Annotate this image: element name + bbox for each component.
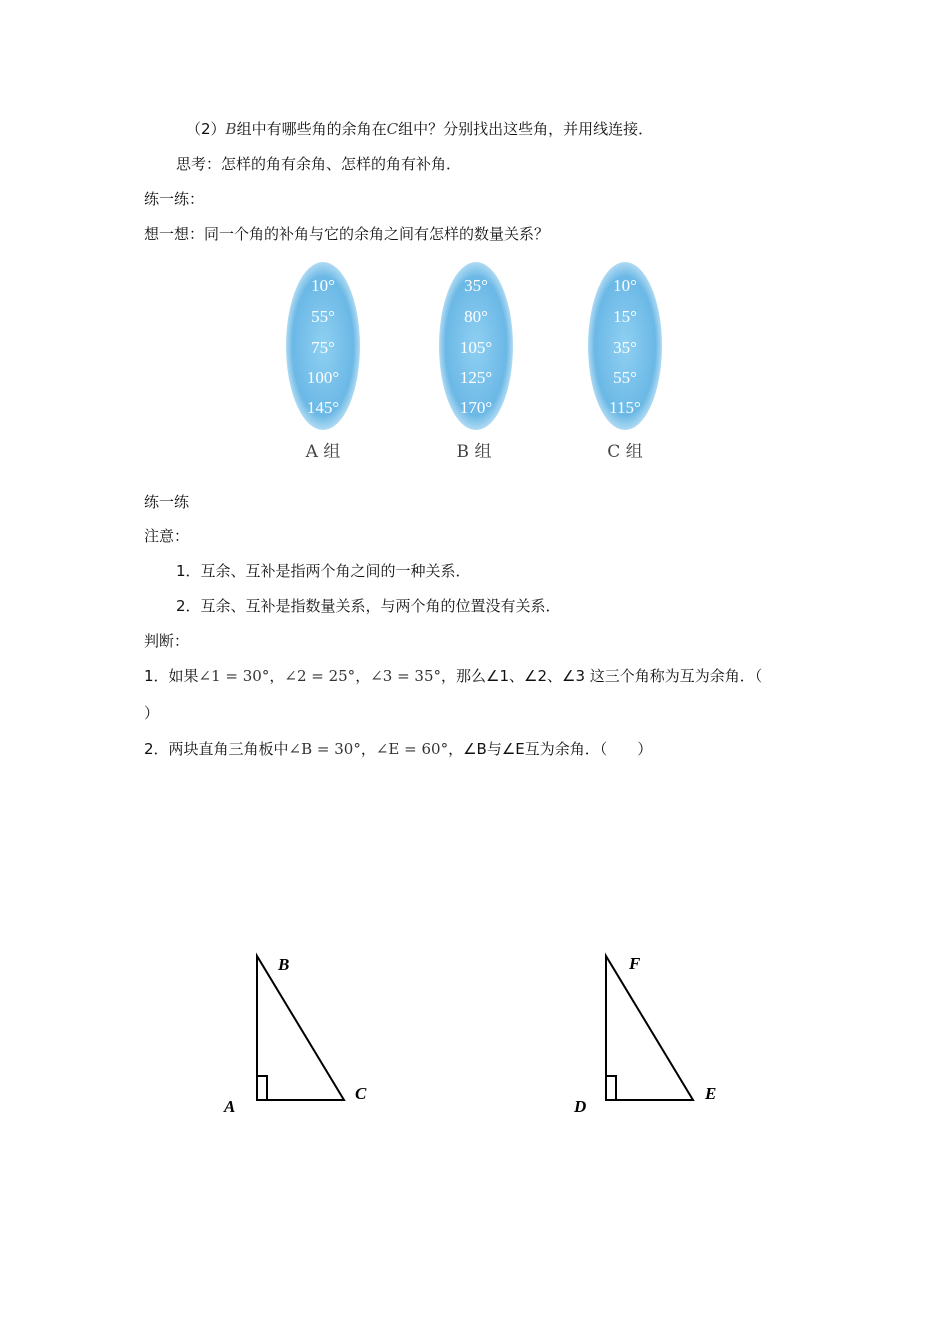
angle-a-5: 145° <box>306 398 340 417</box>
judge-q2-prefix: 2．两块直角三角板中 <box>144 740 289 758</box>
angle-c-1: 10° <box>613 276 637 295</box>
angle-c-2: 15° <box>613 307 637 326</box>
note-title: 注意： <box>144 527 190 545</box>
angle-groups-figure <box>0 260 950 490</box>
angle-a-4: 100° <box>306 368 340 387</box>
triangles-figure <box>0 940 950 1140</box>
judge-q1-angle-3: ∠3 = 35° <box>370 667 442 685</box>
var-c: C <box>386 120 399 138</box>
judge-q2-angle-b: ∠B = 30° <box>288 740 361 758</box>
consider-line: 想一想：同一个角的补角与它的余角之间有怎样的数量关系？ <box>144 225 550 243</box>
question-text-2: 组中？分别找出这些角，并用线连接． <box>398 120 654 138</box>
judge-q2-text: ∠B与∠E互为余角．（ ） <box>463 740 653 758</box>
vertex-f: F <box>629 954 641 973</box>
judge-question-1-close: ） <box>144 704 160 722</box>
vertex-a: A <box>224 1097 236 1116</box>
judge-q2-sep-2: ， <box>448 740 464 758</box>
judge-q2-angle-e: ∠E = 60° <box>375 740 449 758</box>
angle-a-3: 75° <box>311 338 335 357</box>
judge-title: 判断： <box>144 632 190 650</box>
judge-question-1 <box>144 666 762 686</box>
judge-q1-angle-1: ∠1 = 30° <box>198 667 270 685</box>
var-b: B <box>225 120 237 138</box>
vertex-e: E <box>705 1084 717 1103</box>
angle-b-1: 35° <box>464 276 488 295</box>
group-c-label: C 组 <box>607 442 643 462</box>
judge-q2-sep-1: ， <box>360 740 376 758</box>
angle-b-4: 125° <box>459 368 493 387</box>
group-b-label: B 组 <box>456 442 492 462</box>
judge-q1-sep-2: ， <box>355 667 371 685</box>
angle-b-2: 80° <box>464 307 488 326</box>
vertex-c: C <box>355 1084 367 1103</box>
judge-question-2 <box>144 739 652 759</box>
angle-c-5: 115° <box>609 398 641 417</box>
practice-heading-1: 练一练： <box>144 190 205 208</box>
angle-c-4: 55° <box>613 368 637 387</box>
practice-heading-2: 练一练 <box>144 493 190 511</box>
question-2 <box>186 119 653 139</box>
angle-a-2: 55° <box>311 307 335 326</box>
judge-q1-text: ，那么∠1、∠2、∠3 这三个角称为互为余角．（ <box>441 667 763 685</box>
judge-q1-sep-1: ， <box>269 667 285 685</box>
angle-b-3: 105° <box>459 338 493 357</box>
note-item-2: 2．互余、互补是指数量关系，与两个角的位置没有关系． <box>176 597 561 615</box>
judge-q1-angle-2: ∠2 = 25° <box>284 667 356 685</box>
question-text-1: 组中有哪些角的余角在 <box>236 120 387 138</box>
note-item-1: 1．互余、互补是指两个角之间的一种关系． <box>176 562 471 580</box>
angle-a-1: 10° <box>311 276 335 295</box>
triangle-abc <box>223 955 367 1116</box>
angle-c-3: 35° <box>613 338 637 357</box>
angle-b-5: 170° <box>459 398 493 417</box>
question-number: （2） <box>186 120 226 138</box>
think-line: 思考：怎样的角有余角、怎样的角有补角． <box>176 155 462 173</box>
judge-q1-prefix: 1．如果 <box>144 667 199 685</box>
group-a-label: A 组 <box>305 442 341 462</box>
triangle-def <box>573 954 716 1116</box>
vertex-b: B <box>278 955 290 974</box>
vertex-d: D <box>574 1097 587 1116</box>
